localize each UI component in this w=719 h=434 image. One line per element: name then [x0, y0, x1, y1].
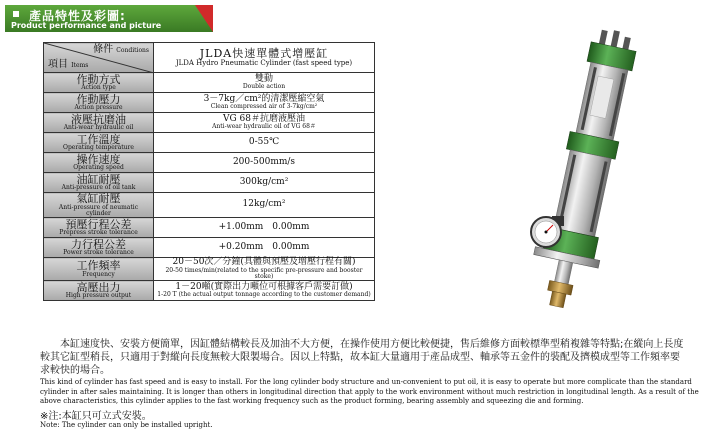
value-en: Double action	[242, 83, 286, 91]
label-en: Action pressure	[74, 104, 123, 112]
row-value	[154, 281, 375, 301]
value-zh: 3－7kg／cm²的清潔壓縮空氣	[203, 93, 325, 104]
corner-items-zh: 項目	[48, 59, 68, 70]
value-zh: 1－20噸(實際出力噸位可根據客戶需要訂做)	[175, 281, 353, 292]
value-en: 1-20 T (the actual output tonnage according to the customer demand)	[157, 291, 371, 299]
value-zh: 20－50次／分鐘(具體與預壓及增壓行程有關)	[172, 257, 356, 268]
row-label	[44, 133, 154, 153]
row-label	[44, 93, 154, 113]
value-zh: +0.20mm 0.00mm	[218, 241, 310, 252]
row-label	[44, 73, 154, 93]
header-title-en: Product performance and picture	[11, 21, 162, 30]
row-value	[154, 133, 375, 153]
label-zh: 氣缸耐壓	[76, 192, 121, 205]
value-zh: 200-500mm/s	[232, 156, 296, 167]
table-row	[44, 173, 375, 193]
value-zh: 0-55℃	[248, 136, 280, 147]
label-en: Power stroke tolerance	[63, 249, 134, 257]
row-value	[154, 93, 375, 113]
label-zh: 力行程公差	[71, 237, 126, 251]
table-row	[44, 133, 375, 153]
value-en: Clean compressed air of 3-7kg/cm²	[210, 103, 318, 111]
value-en: Anti-wear hydraulic oil of VG 68＃	[212, 123, 316, 131]
table-header-row	[44, 43, 375, 73]
install-note-zh: ※注:本缸只可立式安裝。	[40, 411, 152, 422]
product-name-zh: JLDA快速單體式增壓缸	[199, 47, 329, 61]
label-zh: 液壓抗磨油	[71, 112, 126, 126]
row-value	[154, 173, 375, 193]
table-row	[44, 218, 375, 238]
install-note-en: Note: The cylinder can only be installed upright.	[40, 421, 213, 429]
label-en: Operating speed	[73, 164, 124, 172]
label-zh: 油缸耐壓	[76, 172, 121, 186]
description-zh: 本缸速度快、安裝方便簡單，因缸體結構較長及加油不大方便，在操作使用方便比較便捷，售后維修方面較標準型稍複雜等特點;在縱向上長度較其它缸型稍長，只適用于對縱向長度無較大限製場合。因以上特點，故本缸大量適用于產品成型、軸承等五金件的裝配及擠模成型等工作頻率要求較快的場合。	[40, 339, 684, 376]
value-zh: 300kg/cm²	[239, 176, 289, 187]
table-row	[44, 281, 375, 301]
label-en: Anti-pressure of oil tank	[61, 184, 136, 192]
banner-red-corner	[195, 5, 213, 32]
label-zh: 高壓出力	[76, 280, 121, 294]
table-row	[44, 258, 375, 281]
table-row	[44, 113, 375, 133]
label-zh: 作動方式	[76, 72, 121, 86]
label-en: Action type	[81, 84, 116, 92]
row-value	[154, 218, 375, 238]
table-row	[44, 73, 375, 93]
table-row	[44, 238, 375, 258]
row-value	[154, 153, 375, 173]
banner-square-icon	[13, 11, 19, 17]
product-name-en: JLDA Hydro Pneumatic Cylinder (fast speed type)	[175, 58, 353, 67]
value-zh: 雙動	[254, 73, 273, 84]
row-label	[44, 218, 154, 238]
table-row	[44, 193, 375, 218]
row-value	[154, 193, 375, 218]
corner-items-en: Items	[71, 62, 89, 69]
label-en: High pressure output	[65, 292, 132, 300]
corner-conditions-en: Conditions	[116, 47, 149, 54]
corner-conditions-zh: 條件	[93, 44, 114, 55]
description-en: This kind of cylinder has fast speed and is easy to install. For the long cylinder body structure and un-convenient to put oil, it is easy to operate but more complicate than the standard cylinder in after sales maintaining. It is longer than others in longitudinal direction that apply to the work environment without much restriction in longitudinal length. As a result of the above characteristics, this cylinder applies to the fast working frequency such as the product forming, bearing assembly and squeezing die and forming.	[40, 378, 699, 405]
label-en: Anti-pressure of neumatic cylinder	[58, 203, 139, 217]
row-label	[44, 153, 154, 173]
row-label	[44, 281, 154, 301]
header-title-zh: 產品特性及彩圖:	[29, 9, 126, 23]
row-label	[44, 238, 154, 258]
section-header-banner	[5, 5, 213, 32]
value-zh: 12kg/cm²	[242, 199, 286, 210]
row-value	[154, 238, 375, 258]
row-label	[44, 113, 154, 133]
row-value	[154, 73, 375, 93]
row-label	[44, 193, 154, 218]
product-name-cell	[154, 43, 375, 73]
label-en: Prepress stroke tolerance	[59, 229, 138, 237]
label-en: Operating temperature	[63, 144, 134, 152]
value-zh: +1.00mm 0.00mm	[218, 221, 310, 232]
spec-table	[43, 42, 375, 301]
row-label	[44, 258, 154, 281]
value-zh: VG 68＃抗磨液壓油	[222, 113, 305, 124]
label-zh: 工作溫度	[76, 132, 121, 146]
label-zh: 作動壓力	[76, 92, 121, 106]
table-row	[44, 93, 375, 113]
value-en: 20-50 times/min(related to the specific pre-pressure and booster stoke)	[165, 266, 363, 280]
row-value	[154, 258, 375, 281]
label-en: Frequency	[82, 270, 115, 278]
label-zh: 操作速度	[76, 152, 121, 166]
corner-conditions	[93, 45, 149, 55]
label-zh: 預壓行程公差	[65, 217, 132, 231]
corner-items	[48, 60, 88, 70]
corner-cell	[44, 43, 154, 73]
row-label	[44, 173, 154, 193]
hydro-pneumatic-cylinder-image	[474, 20, 664, 315]
table-row	[44, 153, 375, 173]
row-value	[154, 113, 375, 133]
label-en: Anti-wear hydraulic oil	[63, 124, 134, 132]
label-zh: 工作頻率	[76, 259, 121, 273]
